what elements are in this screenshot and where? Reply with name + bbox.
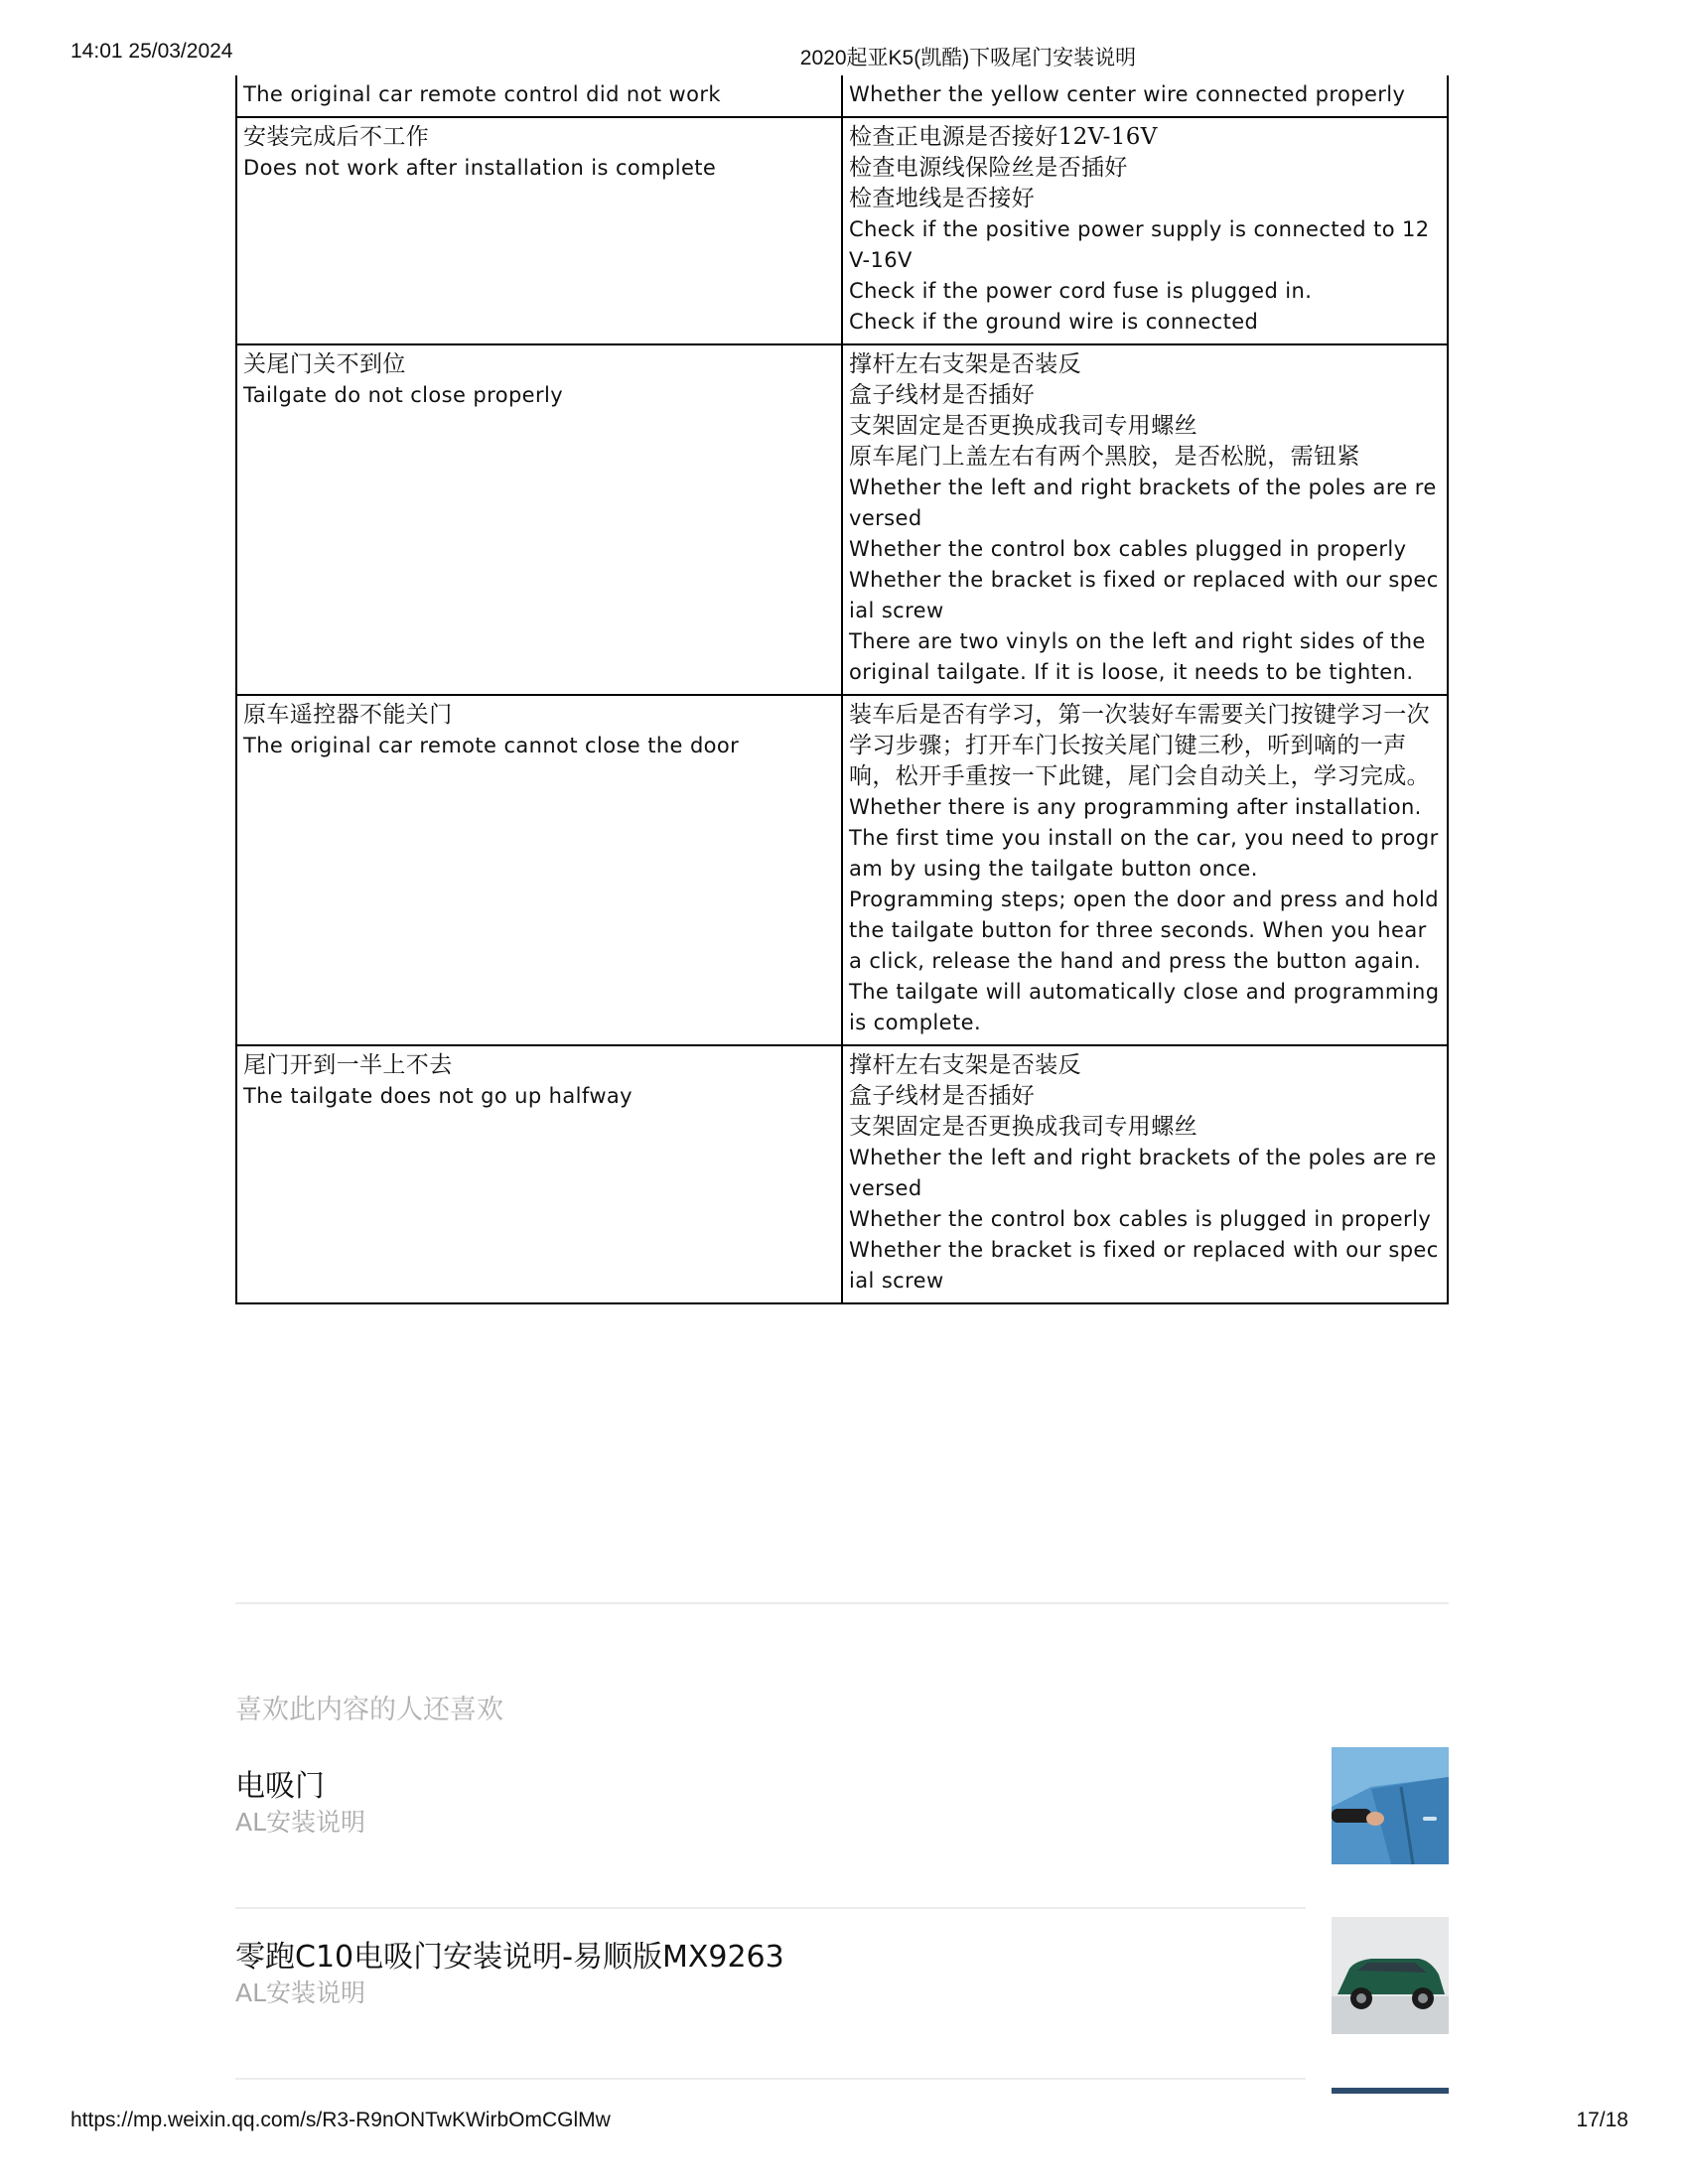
cell-text-line: Whether there is any programming after installation. The first time you install on the car, you need to program by using the tailgate button once.	[849, 795, 1439, 881]
cell-text-line: Whether the left and right brackets of the poles are reversed	[849, 476, 1437, 530]
recommendation-source: AL安装说明	[235, 1979, 366, 2007]
cell-text-line: The tailgate does not go up halfway	[243, 1084, 633, 1108]
cell-text-line: The original car remote cannot close the door	[243, 734, 740, 757]
cell-text-line: There are two vinyls on the left and right sides of the original tailgate. If it is loose, it needs to be tighten.	[849, 629, 1426, 684]
print-timestamp: 14:01 25/03/2024	[70, 40, 233, 63]
recommendations-heading: 喜欢此内容的人还喜欢	[235, 1695, 503, 1725]
green-suv-photo-icon[interactable]	[1332, 1917, 1449, 2034]
cell-text-line: Whether the bracket is fixed or replaced with our special screw	[849, 568, 1439, 622]
cell-text-line: 尾门开到一半上不去	[243, 1052, 453, 1078]
cell-text-line: 原车遥控器不能关门	[243, 702, 453, 728]
table-row	[236, 1045, 1448, 1303]
cell-text-line: 原车尾门上盖左右有两个黑胶，是否松脱，需钮紧	[849, 444, 1360, 470]
cell-text-line: 支架固定是否更换成我司专用螺丝	[849, 1114, 1197, 1140]
solution-cell	[842, 117, 1448, 344]
solution-cell	[842, 695, 1448, 1045]
cell-text-line: Programming steps; open the door and press and hold the tailgate button for three seconds. When you hear a click, release the hand and press the button again. The tailgate will automatically close and programming is complete.	[849, 887, 1440, 1034]
solution-cell	[842, 1045, 1448, 1303]
car-door-photo-icon[interactable]	[1332, 1747, 1449, 1864]
cell-text-line: Whether the control box cables plugged in properly	[849, 537, 1407, 561]
cell-text-line: 检查地线是否接好	[849, 186, 1036, 211]
cell-text-line: 检查电源线保险丝是否插好	[849, 155, 1128, 181]
cell-text-line: Whether the yellow center wire connected properly	[849, 82, 1406, 106]
document-title: 2020起亚K5(凯酷)下吸尾门安装说明	[799, 47, 1137, 69]
recommendation-separator	[235, 2078, 1306, 2080]
cell-text-line: 撑杆左右支架是否装反	[849, 1052, 1081, 1078]
troubleshooting-table	[235, 75, 1449, 1304]
table-row	[236, 75, 1448, 117]
cell-text-line: Check if the ground wire is connected	[849, 310, 1259, 334]
cell-text-line: 盒子线材是否插好	[849, 1083, 1036, 1109]
recommendation-source: AL安装说明	[235, 1808, 366, 1837]
problem-cell	[236, 1045, 842, 1303]
cell-text-line: Whether the control box cables is plugged in properly	[849, 1207, 1432, 1231]
recommendation-title[interactable]: 电吸门	[235, 1769, 325, 1804]
problem-cell	[236, 695, 842, 1045]
cell-text-line: Whether the left and right brackets of the poles are reversed	[849, 1146, 1437, 1200]
cell-text-line: Whether the bracket is fixed or replaced with our special screw	[849, 1238, 1439, 1293]
cell-text-line: 盒子线材是否插好	[849, 382, 1036, 408]
cell-text-line: Does not work after installation is complete	[243, 156, 717, 180]
cell-text-line: 安装完成后不工作	[243, 124, 430, 150]
recommendation-title[interactable]: 零跑C10电吸门安装说明-易顺版MX9263	[235, 1940, 784, 1975]
table-row	[236, 344, 1448, 695]
cell-text-line: 支架固定是否更换成我司专用螺丝	[849, 413, 1197, 439]
cell-text-line: Tailgate do not close properly	[243, 383, 564, 407]
cell-text-line: 撑杆左右支架是否装反	[849, 351, 1081, 377]
next-recommendation-thumb-edge	[1332, 2088, 1449, 2094]
cell-text-line: Check if the positive power supply is connected to 12V-16V	[849, 217, 1430, 272]
cell-text-line: Check if the power cord fuse is plugged in.	[849, 279, 1313, 303]
solution-cell	[842, 344, 1448, 695]
table-row	[236, 695, 1448, 1045]
page-url: https://mp.weixin.qq.com/s/R3-R9nONTwKWirbOmCGlMw	[70, 2109, 611, 2131]
problem-cell	[236, 75, 842, 117]
section-divider	[235, 1602, 1449, 1604]
table-row	[236, 117, 1448, 344]
cell-text-line: 关尾门关不到位	[243, 351, 406, 377]
cell-text-line: 装车后是否有学习，第一次装好车需要关门按键学习一次	[849, 702, 1430, 728]
problem-cell	[236, 344, 842, 695]
problem-cell	[236, 117, 842, 344]
recommendation-separator	[235, 1907, 1306, 1909]
cell-text-line: The original car remote control did not work	[243, 82, 721, 106]
page-number: 17/18	[1576, 2109, 1628, 2131]
cell-text-line: 学习步骤；打开车门长按关尾门键三秒，听到嘀的一声响，松开手重按一下此键，尾门会自动关上，学习完成。	[849, 733, 1430, 789]
cell-text-line: 检查正电源是否接好12V-16V	[849, 124, 1158, 150]
solution-cell	[842, 75, 1448, 117]
